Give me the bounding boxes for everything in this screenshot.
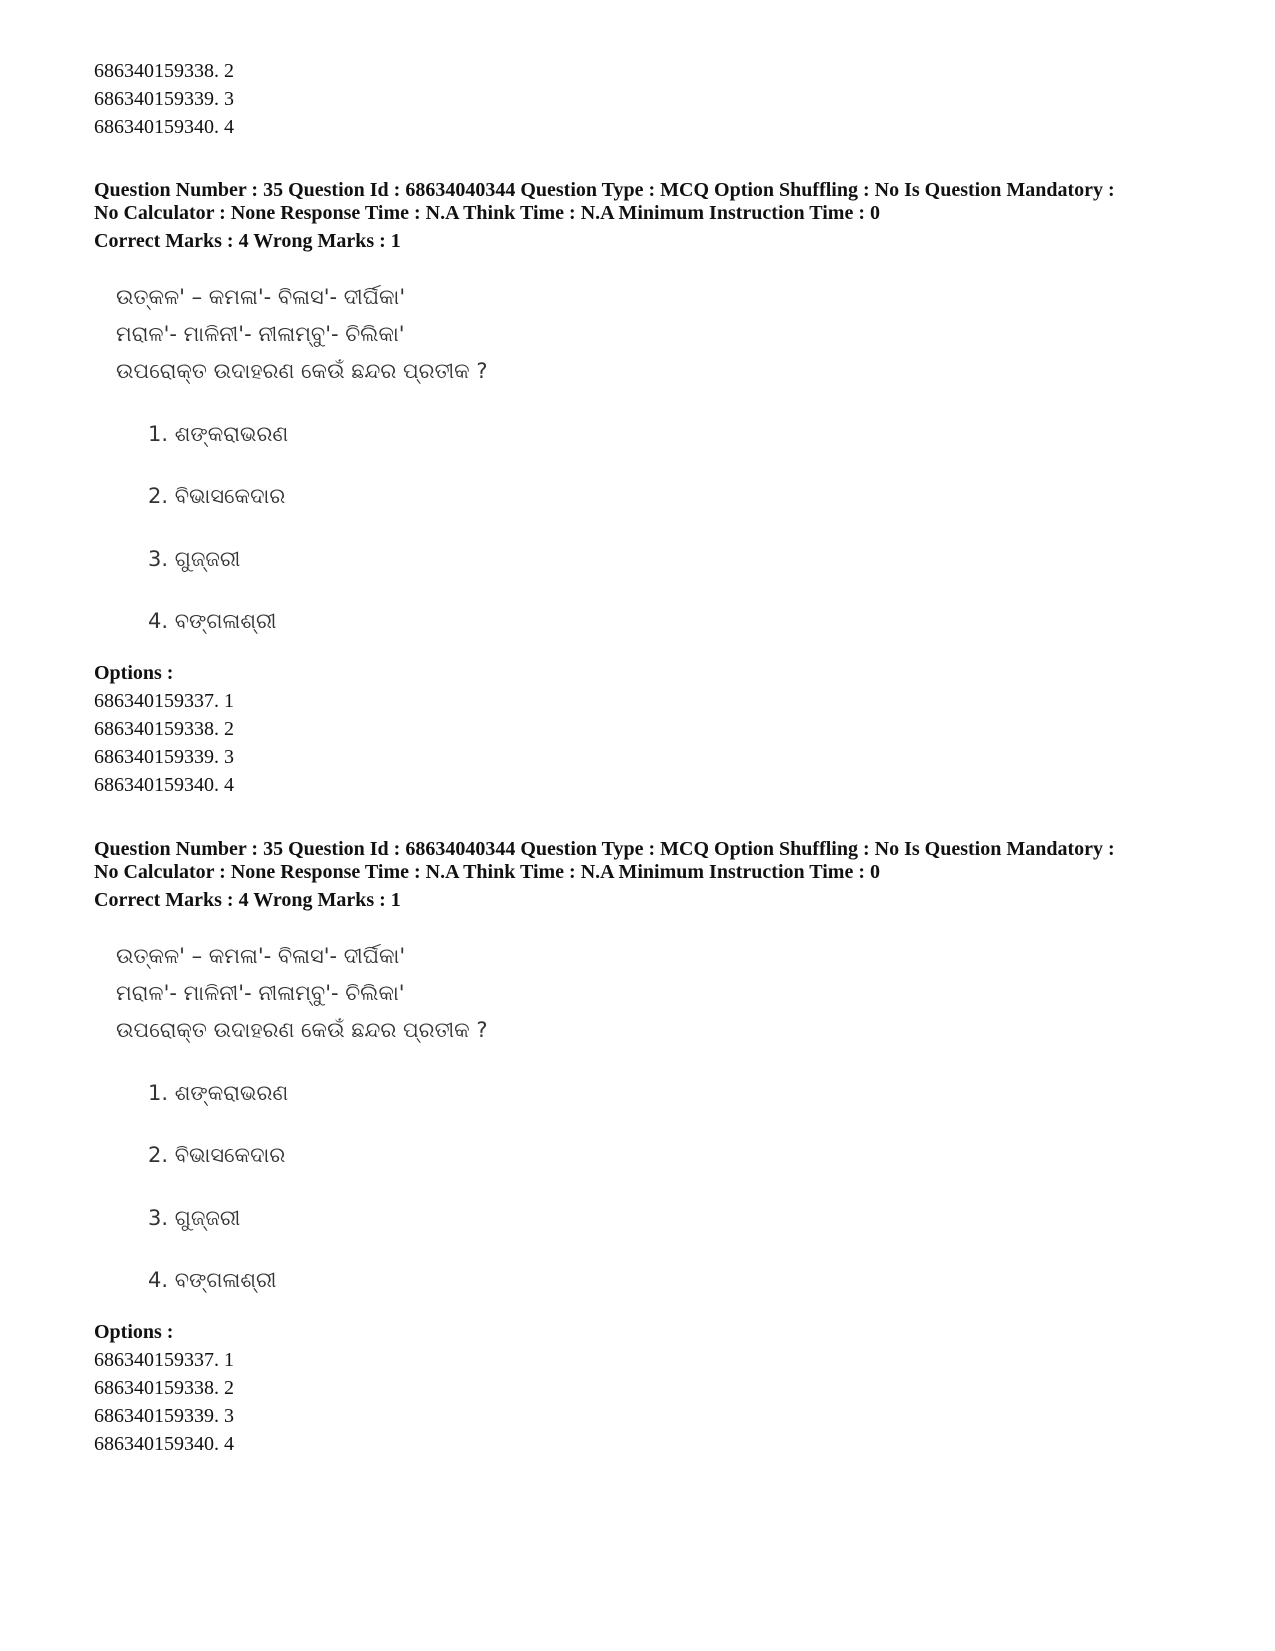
- choice-item: 4. ବଙ୍ଗଳାଶ୍ରୀ: [148, 609, 277, 633]
- option-line: 686340159338. 2: [94, 718, 234, 740]
- option-line: 686340159339. 3: [94, 88, 234, 110]
- options-label: Options :: [94, 662, 174, 684]
- option-line: 686340159339. 3: [94, 1405, 234, 1427]
- option-line: 686340159338. 2: [94, 60, 234, 82]
- question-text-line: ଉପରୋକ୍ତ ଉଦାହରଣ କେଉଁ ଛନ୍ଦର ପ୍ରତୀକ ?: [116, 1018, 488, 1042]
- choice-item: 3. ଗୁଜ୍ଜରୀ: [148, 547, 241, 571]
- choice-item: 3. ଗୁଜ୍ଜରୀ: [148, 1206, 241, 1230]
- option-line: 686340159340. 4: [94, 116, 234, 138]
- question-marks: Correct Marks : 4 Wrong Marks : 1: [94, 889, 401, 911]
- option-line: 686340159337. 1: [94, 1349, 234, 1371]
- choice-item: 1. ଶଙ୍କରାଭରଣ: [148, 422, 289, 446]
- choice-item: 2. ବିଭାସକେଦାର: [148, 484, 286, 508]
- option-line: 686340159340. 4: [94, 774, 234, 796]
- question-text-line: ଉତ୍କଳ' – କମଳା'- ବିଳାସ'- ଦୀର୍ଘିକା': [116, 944, 406, 968]
- question-text-line: ଉତ୍କଳ' – କମଳା'- ବିଳାସ'- ଦୀର୍ଘିକା': [116, 285, 406, 309]
- question-text-line: ମରାଳ'- ମାଳିନୀ'- ନୀଳାମ୍ବୁ'- ଚିଲିକା': [116, 981, 405, 1005]
- question-marks: Correct Marks : 4 Wrong Marks : 1: [94, 230, 401, 252]
- option-line: 686340159337. 1: [94, 690, 234, 712]
- choice-item: 4. ବଙ୍ଗଳାଶ୍ରୀ: [148, 1268, 277, 1292]
- choice-item: 1. ଶଙ୍କରାଭରଣ: [148, 1081, 289, 1105]
- question-header: No Calculator : None Response Time : N.A Think Time : N.A Minimum Instruction Time : 0: [94, 861, 880, 883]
- choice-item: 2. ବିଭାସକେଦାର: [148, 1143, 286, 1167]
- option-line: 686340159339. 3: [94, 746, 234, 768]
- question-text-line: ଉପରୋକ୍ତ ଉଦାହରଣ କେଉଁ ଛନ୍ଦର ପ୍ରତୀକ ?: [116, 359, 488, 383]
- question-header: No Calculator : None Response Time : N.A Think Time : N.A Minimum Instruction Time : 0: [94, 202, 880, 224]
- question-text-line: ମରାଳ'- ମାଳିନୀ'- ନୀଳାମ୍ବୁ'- ଚିଲିକା': [116, 322, 405, 346]
- question-header: Question Number : 35 Question Id : 68634040344 Question Type : MCQ Option Shuffling : No Is Question Mandatory :: [94, 179, 1115, 201]
- question-header: Question Number : 35 Question Id : 68634040344 Question Type : MCQ Option Shuffling : No Is Question Mandatory :: [94, 838, 1115, 860]
- option-line: 686340159338. 2: [94, 1377, 234, 1399]
- options-label: Options :: [94, 1321, 174, 1343]
- option-line: 686340159340. 4: [94, 1433, 234, 1455]
